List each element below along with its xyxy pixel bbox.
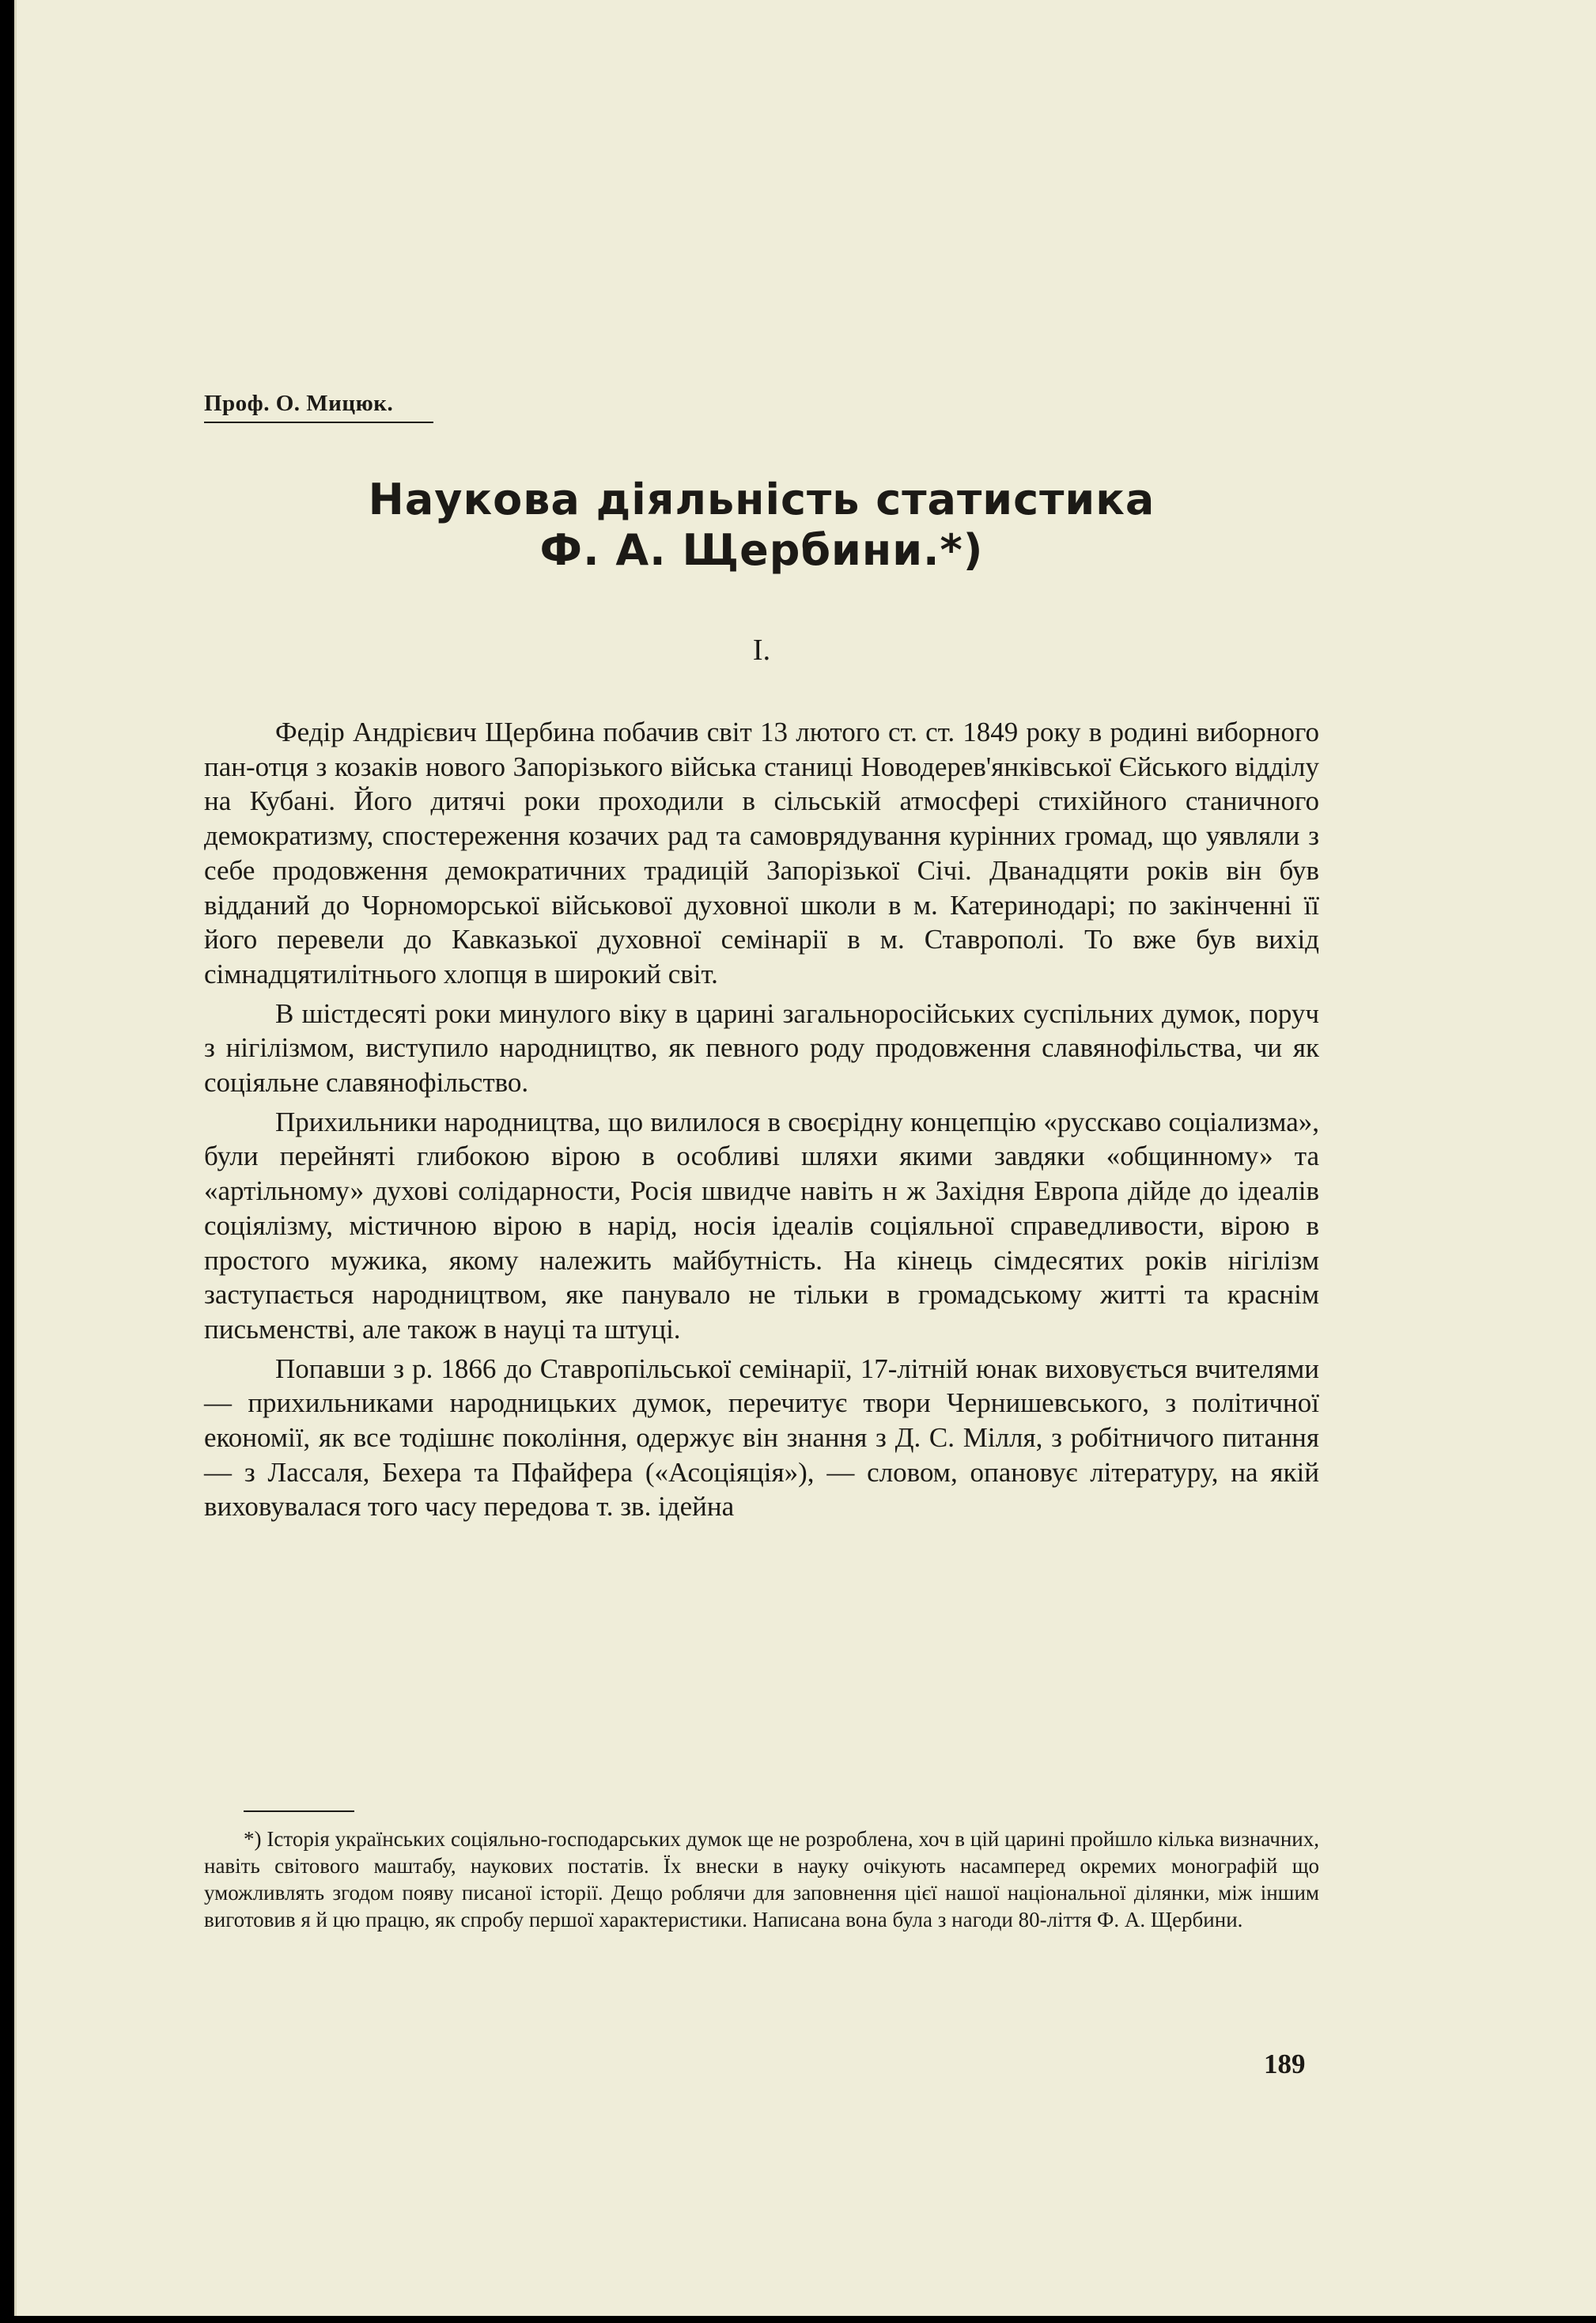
paragraph: Федір Андрієвич Щербина побачив світ 13 лютого ст. ст. 1849 року в родині виборного пан-отця з козаків нового Запорізького війська станиці Новодерев'янківської Єйського відділу на Кубані. Його дитячі роки проходили в сільській атмосфері стихійного станичного демократизму, спостереження козачих рад та самоврядування курінних громад, що уявляли з себе продовження демократичних традицій Запорізької Січі. Дванадцяти років він був відданий до Чорноморської військової духовної школи в м. Катеринодарі; по закінченні її його перевели до Кавказької духовної семінарії в м. Ставрополі. То вже був вихід сімнадцятилітнього хлопця в широкий світ. (204, 717, 1319, 989)
author-name: Проф. О. Мицюк. (204, 391, 433, 423)
article-body (204, 715, 1319, 1529)
footnote-divider (244, 1810, 354, 1812)
footnote-text: *) Історія українських соціяльно-господарських думок ще не розроблена, хоч в цій царині пройшло кілька визначних, навіть світового маштабу, наукових постатів. Їх внески в науку очікують насамперед окремих монографій що уможливлять згодом появу писаної історії. Дещо роблячи для заповнення цієї нашої національної ділянки, між іншим виготовив я й цю працю, як спробу першої характеристики. Написана вона була з нагоди 80-ліття Ф. А. Щербини. (204, 1827, 1319, 1931)
title-line-2: Ф. А. Щербини.*) (539, 525, 984, 575)
title-line-1: Наукова діяльність статистика (368, 475, 1155, 524)
article-title (14, 475, 1509, 576)
paragraph: Попавши з р. 1866 до Ставропільської семінарії, 17-літній юнак виховується вчителями — прихильниками народницьких думок, перечитує твори Чернишевського, з політичної економії, як все тодішнє покоління, одержує він знання з Д. С. Мілля, з робітничого питання — з Лассаля, Бехера та Пфайфера («Асоціяція»), — словом, опановує літературу, на якій виховувалася того часу передова т. зв. ідейна (204, 1353, 1319, 1523)
footnote (204, 1825, 1319, 1933)
paragraph: В шістдесяті роки минулого віку в царині загальноросійських суспільних думок, поруч з нігілізмом, виступило народництво, як певного роду продовження славянофільства, чи як соціяльне славянофільство. (204, 997, 1319, 1099)
book-page (14, 0, 1596, 2316)
section-number: I. (752, 634, 771, 667)
page-edge (14, 0, 17, 2316)
paragraph: Прихильники народництва, що вилилося в своєрідну концепцію «русскаво соціализма», були перейняті глибокою вірою в особливі шляхи якими завдяки «общинному» та «артільному» духові солідарности, Росія швидче навіть н ж Західня Европа дійде до ідеалів соціялізму, містичною вірою в нарід, носія ідеалів соціяльної справедливости, вірою в простого мужика, якому належить майбутність. На кінець сімдесятих років нігілізм заступається народництвом, яке панувало не тільки в громадському житті та краснім письменстві, але також в науці та штуці. (204, 1106, 1319, 1345)
page-number: 189 (1264, 2049, 1306, 2079)
